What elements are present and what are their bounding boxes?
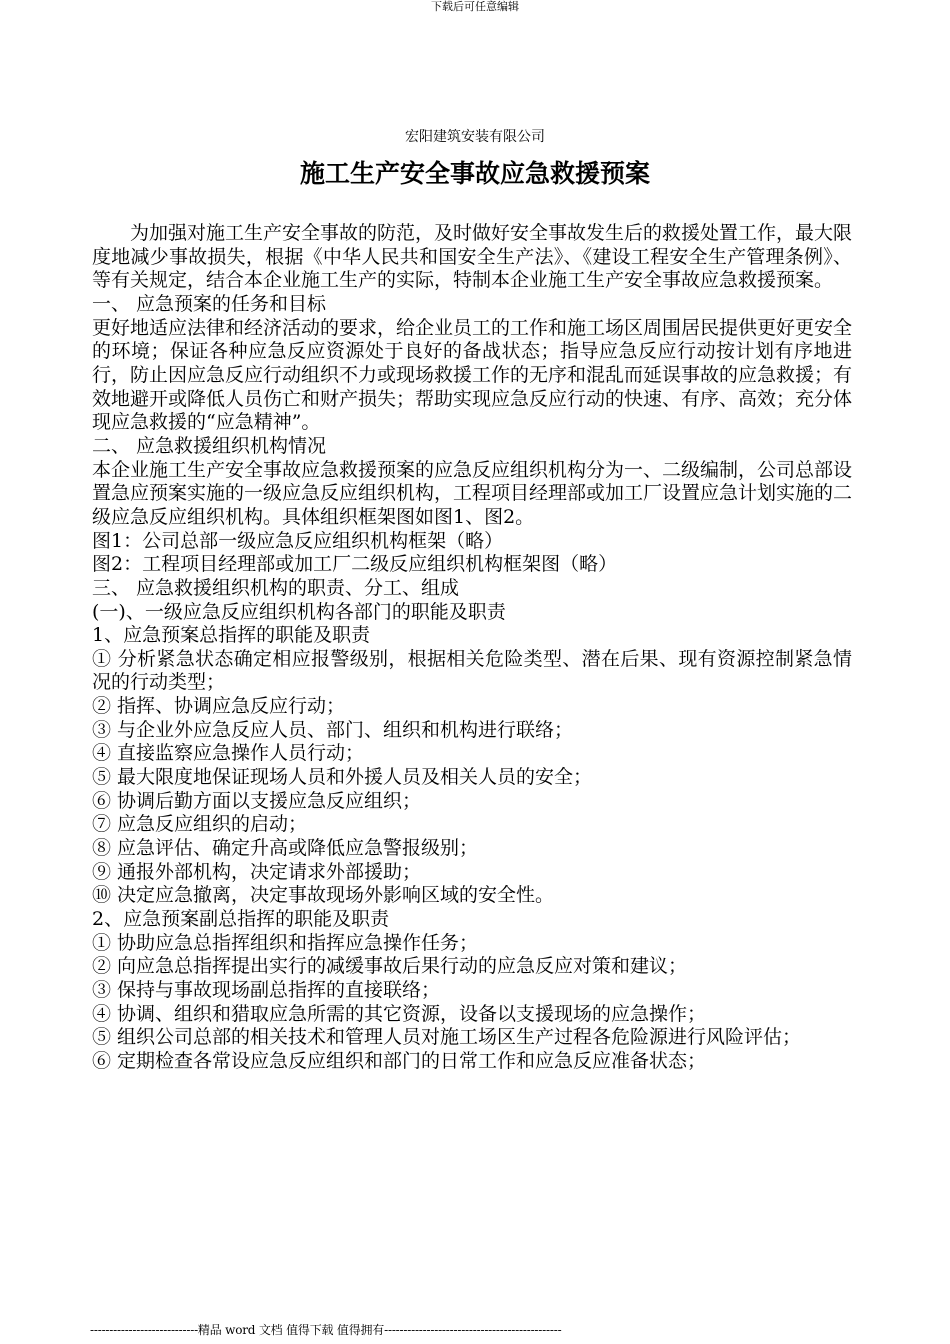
page-header-note: 下载后可任意编辑 <box>431 0 519 13</box>
body-paragraph: 本企业施工生产安全事故应急救援预案的应急反应组织机构分为一、二级编制，公司总部设置急应预案实施的一级应急反应组织机构，工程项目经理部或加工厂设置应急计划实施的二级应急反应组织机构。具体组织框架图如图1、图2。 <box>92 458 853 528</box>
section-heading-2: 二、 应急救援组织机构情况 <box>92 434 327 457</box>
figure-reference: 图1：公司总部一级应急反应组织机构框架（略） <box>92 529 504 552</box>
list-item: ⑥ 定期检查各常设应急反应组织和部门的日常工作和应急反应准备状态； <box>92 1049 707 1072</box>
list-item: ⑤ 最大限度地保证现场人员和外援人员及相关人员的安全； <box>92 766 593 789</box>
list-item: ⑨ 通报外部机构，决定请求外部援助； <box>92 860 422 883</box>
item-heading: 1、应急预案总指挥的职能及职责 <box>92 624 371 647</box>
document-title: 施工生产安全事故应急救援预案 <box>299 159 650 188</box>
body-paragraph: 更好地适应法律和经济活动的要求，给企业员工的工作和施工场区周围居民提供更好更安全的环境；保证各种应急反应资源处于良好的备战状态；指导应急反应行动按计划有序地进行，防止因应急反应行动组织不力或现场救援工作的无序和混乱而延误事故的应急救援；有效地避开或降低人员伤亡和财产损失；帮助实现应急反应行动的快速、有序、高效；充分体现应急救援的“应急精神”。 <box>92 316 853 434</box>
list-item: ② 指挥、协调应急反应行动； <box>92 695 346 718</box>
list-item: ④ 直接监察应急操作人员行动； <box>92 742 365 765</box>
list-item: ③ 保持与事故现场副总指挥的直接联络； <box>92 979 441 1001</box>
section-heading-1: 一、 应急预案的任务和目标 <box>92 292 327 315</box>
item-heading: 2、应急预案副总指挥的职能及职责 <box>92 908 390 931</box>
list-item: ⑦ 应急反应组织的启动； <box>92 813 308 836</box>
page-footer-note: ----------------------------精品 word 文档 值得下载 值得拥有---------------------------------------------- <box>90 1323 562 1337</box>
company-name: 宏阳建筑安装有限公司 <box>405 129 545 145</box>
list-item: ③ 与企业外应急反应人员、部门、组织和机构进行联络； <box>92 718 574 741</box>
list-item: ⑧ 应急评估、确定升高或降低应急警报级别； <box>92 837 479 860</box>
list-item: ⑤ 组织公司总部的相关技术和管理人员对施工场区生产过程各危险源进行风险评估； <box>92 1026 802 1049</box>
document-body <box>92 222 852 1074</box>
section-heading-3: 三、 应急救援组织机构的职责、分工、组成 <box>92 576 460 599</box>
list-item: ② 向应急总指挥提出实行的减缓事故后果行动的应急反应对策和建议； <box>92 955 688 978</box>
subsection-heading: (一)、一级应急反应组织机构各部门的职能及职责 <box>92 600 506 623</box>
figure-reference: 图2：工程项目经理部或加工厂二级反应组织机构框架图（略） <box>92 553 618 576</box>
list-item: ① 分析紧急状态确定相应报警级别，根据相关危险类型、潜在后果、现有资源控制紧急情况的行动类型； <box>92 647 852 694</box>
list-item: ④ 协调、组织和猎取应急所需的其它资源，设备以支援现场的应急操作； <box>92 1002 707 1025</box>
intro-paragraph: 为加强对施工生产安全事故的防范，及时做好安全事故发生后的救援处置工作，最大限度地减少事故损失，根据《中华人民共和国安全生产法》、《建设工程安全生产管理条例》、等有关规定，结合本企业施工生产的实际，特制本企业施工生产安全事故应急救援预案。 <box>92 222 853 292</box>
list-item: ⑥ 协调后勤方面以支援应急反应组织； <box>92 789 422 812</box>
list-item: ⑩ 决定应急撤离，决定事故现场外影响区域的安全性。 <box>92 884 555 907</box>
list-item: ① 协助应急总指挥组织和指挥应急操作任务； <box>92 931 479 954</box>
